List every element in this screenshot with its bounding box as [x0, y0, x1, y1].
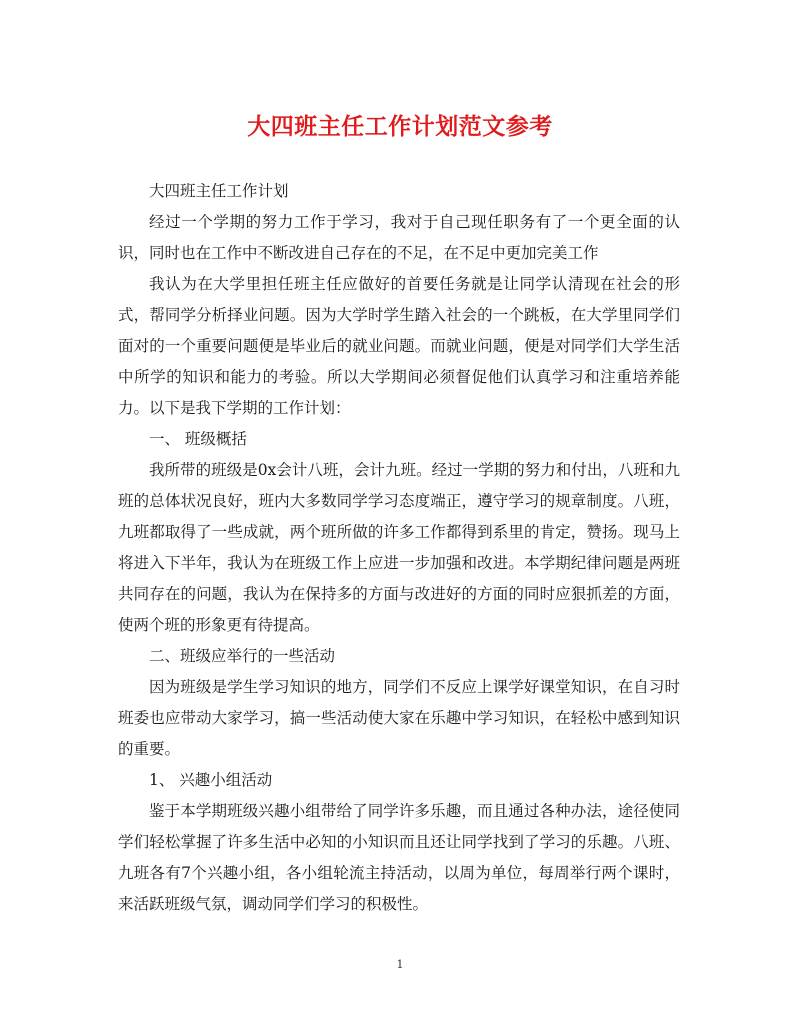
paragraph-duty: 我认为在大学里担任班主任应做好的首要任务就是让同学认清现在社会的形式，帮同学分析择业问题。因为大学时学生踏入社会的一个跳板，在大学里同学们面对的一个重要问题便是毕业后的就业问题。而就业问题，便是对同学们大学生活中所学的知识和能力的考验。所以大学期间必须督促他们认真学习和注重培养能力。以下是我下学期的工作计划：: [118, 275, 680, 417]
paragraph-class-overview: 我所带的班级是0x会计八班，会计九班。经过一学期的努力和付出，八班和九班的总体状况良好，班内大多数同学学习态度端正，遵守学习的规章制度。八班，九班都取得了一些成就，两个班所做的许多工作都得到系里的肯定，赞扬。现马上将进入下半年，我认为在班级工作上应进一步加强和改进。本学期纪律问题是两班共同存在的问题，我认为在保持多的方面与改进好的方面的同时应狠抓差的方面，使两个班的形象更有待提高。: [118, 461, 680, 634]
page-number: 1: [396, 958, 404, 971]
section-heading-activities: 二、班级应举行的一些活动: [149, 647, 336, 665]
paragraph-subtitle: 大四班主任工作计划: [149, 182, 289, 200]
paragraph-intro: 经过一个学期的努力工作于学习，我对于自己现任职务有了一个更全面的认识，同时也在工作中不断改进自己存在的不足，在不足中更加完美工作: [118, 213, 680, 262]
paragraph-activities: 因为班级是学生学习知识的地方，同学们不反应上课学好课堂知识，在自习时班委也应带动大家学习，搞一些活动使大家在乐趣中学习知识，在轻松中感到知识的重要。: [118, 678, 680, 758]
document-title: 大四班主任工作计划范文参考: [247, 113, 553, 140]
document-body: [118, 176, 680, 920]
paragraph-interest-groups: 鉴于本学期班级兴趣小组带给了同学许多乐趣，而且通过各种办法，途径使同学们轻松掌握了许多生活中必知的小知识而且还让同学找到了学习的乐趣。八班、九班各有7个兴趣小组，各小组轮流主持活动，以周为单位，每周举行两个课时，来活跃班级气氛，调动同学们学习的积极性。: [118, 802, 680, 913]
section-heading-class-overview: 一、 班级概括: [149, 430, 247, 448]
subsection-heading-interest-groups: 1、 兴趣小组活动: [149, 771, 273, 789]
